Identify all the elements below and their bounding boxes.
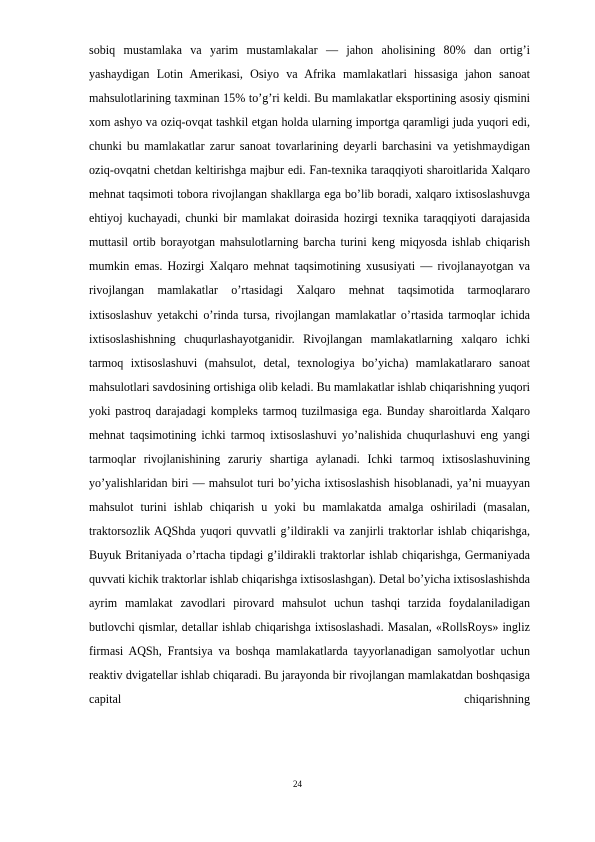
body-paragraph: sobiq mustamlaka va yarim mustamlakalar — jahon aholisining 80% dan ortig’i yashaydigan Lotin Amerikasi, Osiyo va Afrika mamlakatlari hissasiga jahon sanoat mahsulotlarining taxminan 15% to’g’ri keldi. Bu mamlakatlar eksportining asosiy qismini xom ashyo va oziq-ovqat tashkil etgan holda ularning importga qaramligi juda yuqori edi, chunki bu mamlakatlar zarur sanoat tovarlarining deyarli barchasini va yetishmaydigan oziq-ovqatni chetdan keltirishga majbur edi. Fan-texnika taraqqiyoti sharoitlarida Xalqaro mehnat taqsimoti tobora rivojlangan shakllarga ega bo’lib boradi, xalqaro ixtisoslashuvga ehtiyoj kuchayadi, chunki bir mamlakat doirasida hozirgi texnika taraqqiyoti darajasida muttasil ortib borayotgan mahsulotlarning barcha turini keng miqyosda ishlab chiqarish mumkin emas. Hozirgi Xalqaro mehnat taqsimotining xususiyati — rivojlanayotgan va rivojlangan mamlakatlar o’rtasidagi Xalqaro mehnat taqsimotida tarmoqlararo ixtisoslashuv yetakchi o’rinda tursa, rivojlangan mamlakatlar o’rtasida tarmoqlar ichida ixtisoslashishning chuqurlashayotganidir. Rivojlangan mamlakatlarning xalqaro ichki tarmoq ixtisoslashuvi (mahsulot, detal, texnologiya bo’yicha) mamlakatlararo sanoat mahsulotlari savdosining ortishiga olib keladi. Bu mamlakatlar ishlab chiqarishning yuqori yoki pastroq darajadagi kompleks tarmoq tuzilmasiga ega. Bunday sharoitlarda Xalqaro mehnat taqsimotining ichki tarmoq ixtisoslashuvi yo’nalishida chuqurlashuvi eng yangi tarmoqlar rivojlanishining zaruriy shartiga aylanadi. Ichki tarmoq ixtisoslashuvining yo’yalishlaridan biri — mahsulot turi bo’yicha ixtisoslashish hisoblanadi, ya’ni muayyan mahsulot turini ishlab chiqarish u yoki bu mamlakatda amalga oshiriladi (masalan, traktorsozlik AQShda yuqori quvvatli g’ildirakli va zanjirli traktorlar ishlab chiqarishga, Buyuk Britaniyada o’rtacha tipdagi g’ildirakli traktorlar ishlab chiqarishga, Germaniyada quvvati kichik traktorlar ishlab chiqarishga ixtisoslashgan). Detal bo’yicha ixtisoslashishda ayrim mamlakat zavodlari pirovard mahsulot uchun tashqi tarzida foydalaniladigan butlovchi qismlar, detallar ishlab chiqarishga ixtisoslashadi. Masalan, «RollsRoys» ingliz firmasi AQSh, Frantsiya va boshqa mamlakatlarda tayyorlanadigan samolyotlar uchun reaktiv dvigatellar ishlab chiqaradi. Bu jarayonda bir rivojlangan mamlakatdan boshqasiga capital chiqarishning <box>89 43 530 707</box>
page-number: 24 <box>293 779 302 789</box>
document-page <box>89 38 530 711</box>
